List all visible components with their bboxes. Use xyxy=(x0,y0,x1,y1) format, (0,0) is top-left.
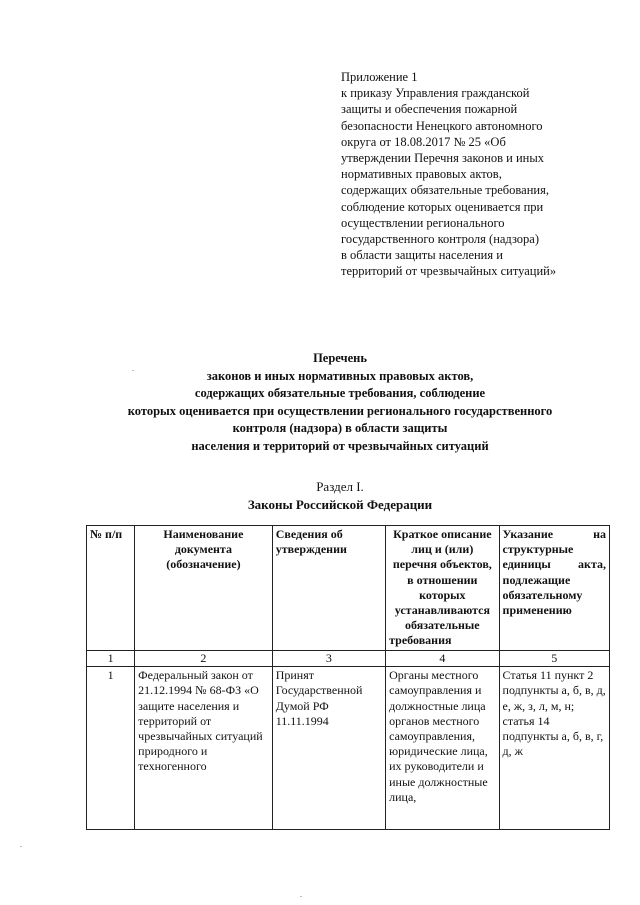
section-name: Законы Российской Федерации xyxy=(247,497,433,512)
table-header-row xyxy=(87,526,610,651)
cell-document: Федеральный закон от 21.12.1994 № 68-ФЗ «О защите населения и территорий от чрезвычайных ситуаций природного и техногенного xyxy=(135,667,273,830)
appendix-line: осуществлении регионального xyxy=(341,215,505,230)
title-line: контроля (надзора) в области защиты xyxy=(232,421,448,435)
column-number: 5 xyxy=(499,651,609,667)
appendix-line: защиты и обеспечения пожарной xyxy=(341,102,518,117)
scan-speck xyxy=(20,846,22,847)
cell-number: 1 xyxy=(87,667,135,830)
appendix-line: Приложение 1 xyxy=(341,70,418,84)
column-number: 4 xyxy=(386,651,499,667)
header-number: № п/п xyxy=(87,526,135,651)
appendix-line: безопасности Ненецкого автономного xyxy=(341,118,543,133)
table-row xyxy=(87,667,610,830)
section-heading xyxy=(40,478,640,514)
header-approval: Сведения об утверждении xyxy=(272,526,385,651)
appendix-line: утверждении Перечня законов и иных xyxy=(341,151,544,166)
scan-speck xyxy=(300,896,302,897)
title-line: населения и территорий от чрезвычайных ситуаций xyxy=(191,438,489,453)
cell-units: Статья 11 пункт 2 подпункты а, б, в, д, е, ж, з, л, м, н; статья 14 подпункты а, б, в, г, д, ж xyxy=(499,667,609,830)
header-document: Наименование документа (обозначение) xyxy=(135,526,273,651)
appendix-line: соблюдение которых оценивается при xyxy=(341,199,544,214)
header-persons: Краткое описание лиц и (или) перечня объектов, в отношении которых устанавливаются обязательные требования xyxy=(386,526,499,651)
section-number: Раздел I. xyxy=(316,479,364,494)
title-line: законов и иных нормативных правовых актов, xyxy=(206,368,474,383)
appendix-line: территорий от чрезвычайных ситуаций» xyxy=(341,264,557,279)
title-line: которых оценивается при осуществлении регионального государственного xyxy=(127,403,553,418)
title-line: Перечень xyxy=(313,351,367,365)
laws-table xyxy=(86,525,610,830)
document-title xyxy=(40,350,640,455)
appendix-block xyxy=(341,69,601,280)
header-units: Указание на структурные единицы акта, подлежащие обязательному применению xyxy=(499,526,609,651)
appendix-line: к приказу Управления гражданской xyxy=(341,86,530,101)
column-number: 2 xyxy=(135,651,273,667)
scan-speck xyxy=(132,370,134,371)
appendix-line: государственного контроля (надзора) xyxy=(341,232,540,247)
column-number: 1 xyxy=(87,651,135,667)
appendix-line: содержащих обязательные требования, xyxy=(341,183,549,198)
title-line: содержащих обязательные требования, соблюдение xyxy=(194,386,486,400)
cell-persons: Органы местного самоуправления и должностные лица органов местного самоуправления, юридические лица, их руководители и иные должностные лица, xyxy=(386,667,499,830)
cell-approval: Принят Государственной Думой РФ 11.11.1994 xyxy=(272,667,385,830)
column-number: 3 xyxy=(272,651,385,667)
appendix-line: нормативных правовых актов, xyxy=(341,167,502,182)
appendix-line: в области защиты населения и xyxy=(341,248,503,263)
column-numbers-row xyxy=(87,651,610,667)
appendix-line: округа от 18.08.2017 № 25 «Об xyxy=(341,134,506,149)
